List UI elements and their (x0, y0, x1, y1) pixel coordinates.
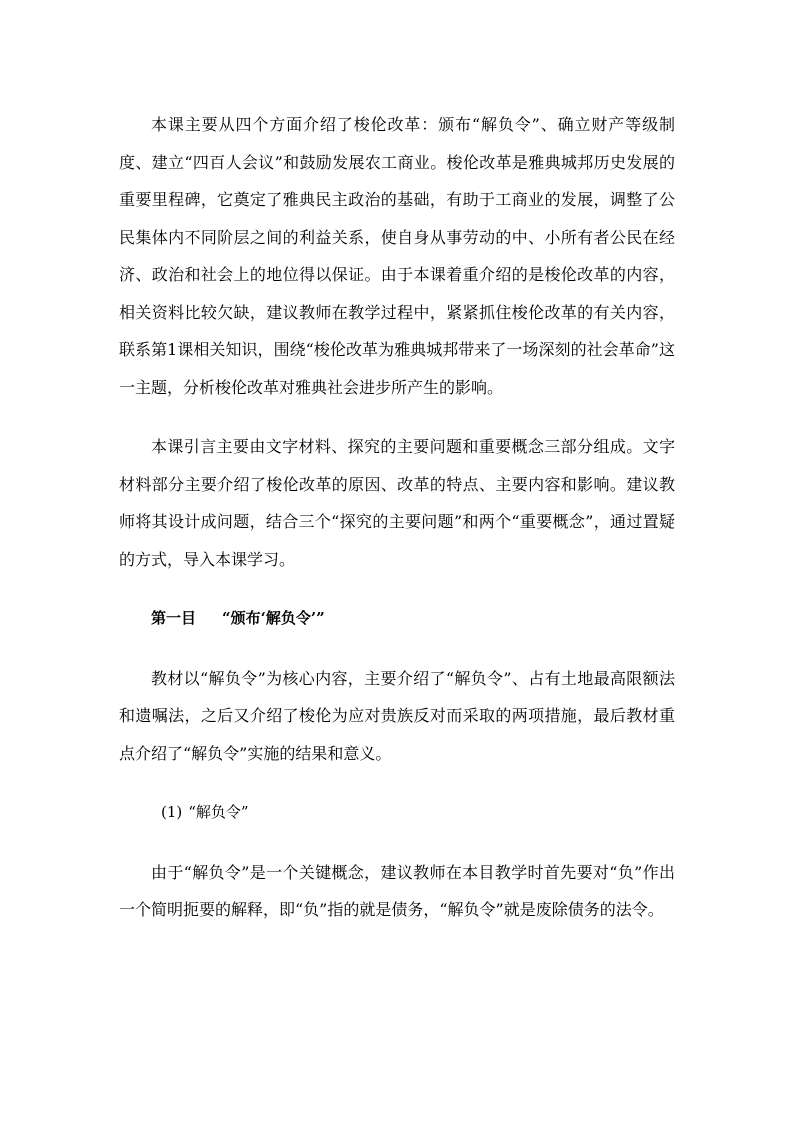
subsection-heading (119, 794, 675, 832)
subsection-title: “解负令” (188, 803, 249, 821)
subsection-body-paragraph: 由于“解负令”是一个关键概念，建议教师在本目教学时首先要对“负”作出一个简明扼要的解释，即“负”指的就是债务，“解负令”就是废除债务的法令。 (119, 862, 675, 919)
section-number: 第一目 (151, 609, 197, 627)
intro-paragraph: 本课主要从四个方面介绍了梭伦改革：颁布“解负令”、确立财产等级制度、建立“四百人会议”和鼓励发展农工商业。梭伦改革是雅典城邦历史发展的重要里程碑，它奠定了雅典民主政治的基础，有助于工商业的发展，调整了公民集体内不同阶层之间的利益关系，使自身从事劳动的中、小所有者公民在经济、政治和社会上的地位得以保证。由于本课着重介绍的是梭伦改革的内容，相关资料比较欠缺，建议教师在教学过程中，紧紧抓住梭伦改革的有关内容，联系第1课相关知识，围绕“梭伦改革为雅典城邦带来了一场深刻的社会革命”这一主题，分析梭伦改革对雅典社会进步所产生的影响。 (119, 115, 675, 397)
subsection-number: (1) (161, 803, 183, 821)
lead-in-paragraph: 本课引言主要由文字材料、探究的主要问题和重要概念三部分组成。文字材料部分主要介绍了梭伦改革的原因、改革的特点、主要内容和影响。建议教师将其设计成问题，结合三个“探究的主要问题”和两个“重要概念”，通过置疑的方式，导入本课学习。 (119, 437, 675, 569)
section-body-paragraph: 教材以“解负令”为核心内容，主要介绍了“解负令”、占有土地最高限额法和遗嘱法，之后又介绍了梭伦为应对贵族反对而采取的两项措施，最后教材重点介绍了“解负令”实施的结果和意义。 (119, 668, 675, 763)
document-body (119, 106, 675, 929)
section-title: “颁布‘解负令’” (222, 609, 325, 627)
section-heading (119, 600, 675, 638)
